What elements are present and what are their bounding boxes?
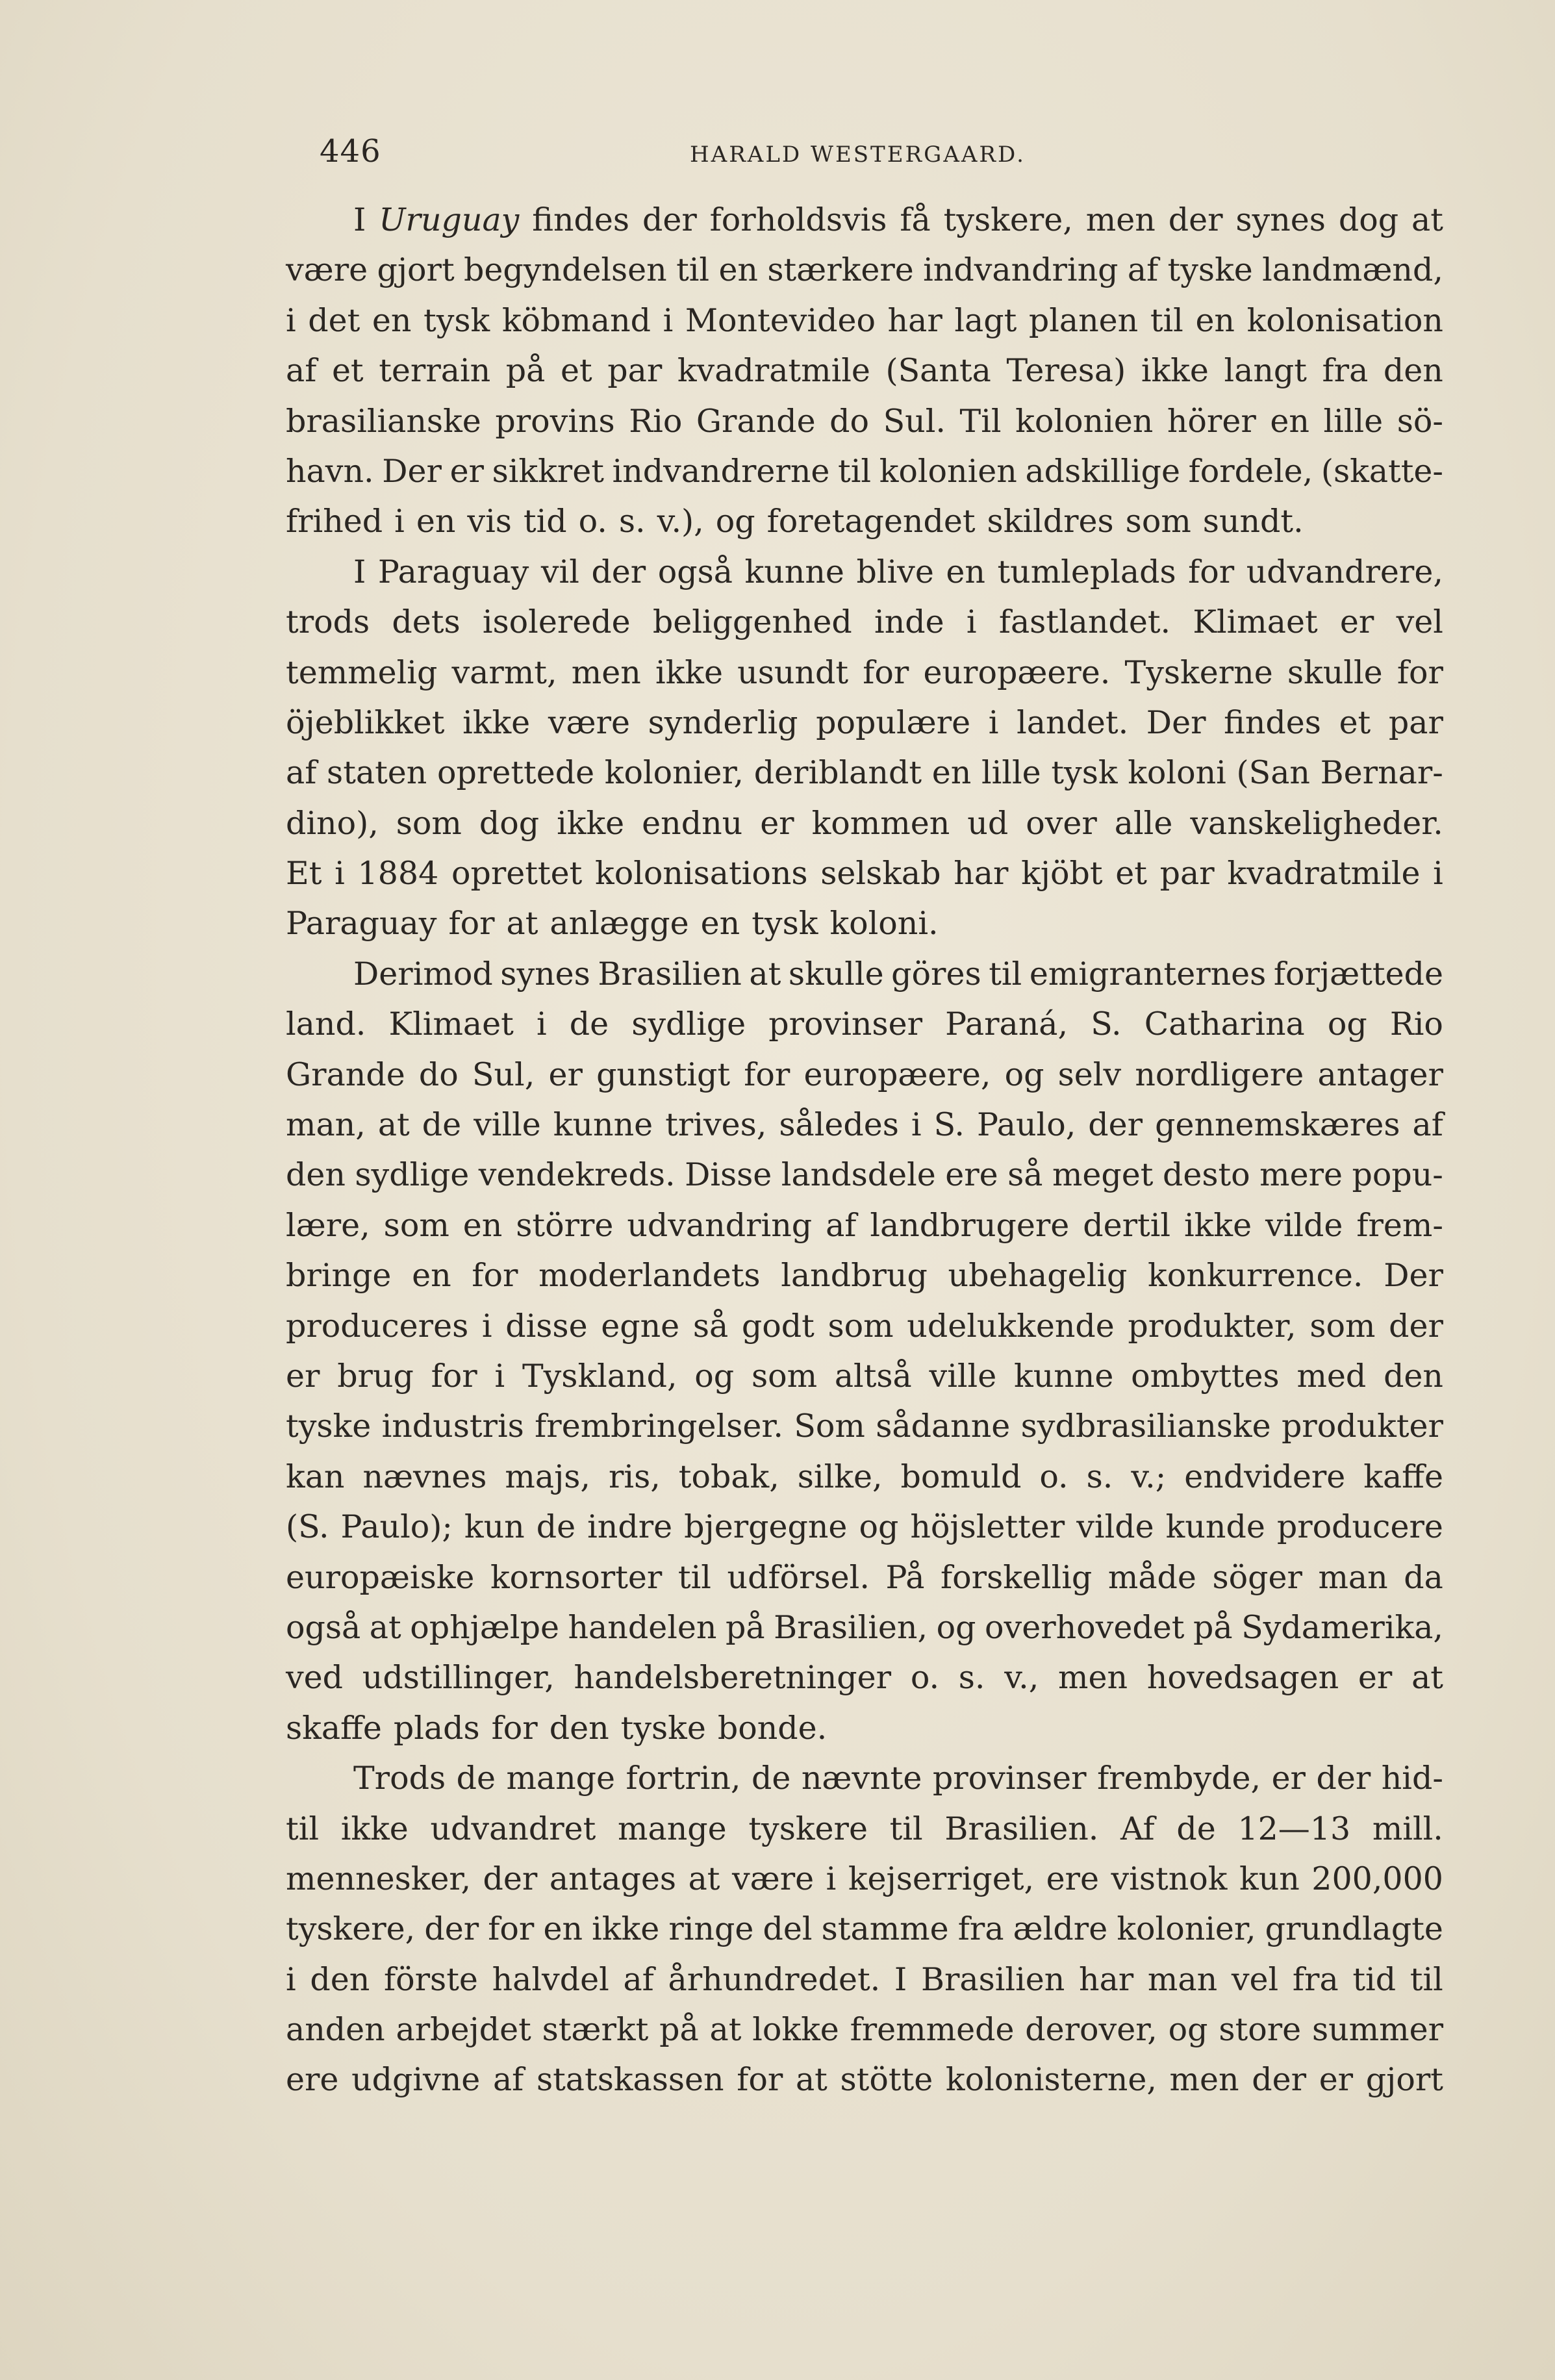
- text-line: tyskere, der for en ikke ringe del stamme fra ældre kolonier, grundlagte: [286, 1910, 1443, 1948]
- text-line: dino), som dog ikke endnu er kommen ud over alle vanskeligheder.: [286, 804, 1443, 842]
- paragraph: [286, 949, 1443, 1753]
- text-line: til ikke udvandret mange tyskere til Brasilien. Af de 12—13 mill.: [286, 1810, 1443, 1847]
- text-line: I Uruguay findes der forholdsvis få tyskere, men der synes dog at: [353, 201, 1443, 238]
- text-line: havn. Der er sikkret indvandrerne til kolonien adskillige fordele, (skatte-: [286, 452, 1443, 490]
- text-line: tyske industris frembringelser. Som sådanne sydbrasilianske produkter: [286, 1408, 1443, 1445]
- text-line: er brug for i Tyskland, og som altså ville kunne ombyttes med den: [286, 1357, 1443, 1395]
- text-line: produceres i disse egne så godt som udelukkende produkter, som der: [286, 1307, 1443, 1345]
- text-line: (S. Paulo); kun de indre bjergegne og höjsletter vilde kunde producere: [286, 1508, 1443, 1546]
- text-line: ved udstillinger, handelsberetninger o. s. v., men hovedsagen er at: [286, 1659, 1443, 1697]
- text-line: Trods de mange fortrin, de nævnte provinser frembyde, er der hid-: [353, 1760, 1443, 1797]
- text-line: Et i 1884 oprettet kolonisations selskab har kjöbt et par kvadratmile i: [286, 855, 1443, 892]
- text-line: Grande do Sul, er gunstigt for europæere, og selv nordligere antager: [286, 1056, 1443, 1093]
- text-line: trods dets isolerede beliggenhed inde i fastlandet. Klimaet er vel: [286, 603, 1443, 641]
- text-line: Derimod synes Brasilien at skulle göres til emigranternes forjættede: [353, 955, 1443, 993]
- text-line: anden arbejdet stærkt på at lokke fremmede derover, og store summer: [286, 2011, 1443, 2049]
- text-line: man, at de ville kunne trives, således i S. Paulo, der gennemskæres af: [286, 1106, 1443, 1144]
- paragraph: [286, 1753, 1443, 2105]
- text-line: i den förste halvdel af århundredet. I Brasilien har man vel fra tid til: [286, 1960, 1443, 1998]
- text-line: frihed i en vis tid o. s. v.), og foretagendet skildres som sundt.: [286, 503, 1304, 540]
- text-line: lære, som en större udvandring af landbrugere dertil ikke vilde frem-: [286, 1206, 1443, 1244]
- text-line: mennesker, der antages at være i kejserriget, ere vistnok kun 200,000: [286, 1860, 1443, 1897]
- paragraph: [286, 195, 1443, 547]
- text-line: ere udgivne af statskassen for at stötte kolonisterne, men der er gjort: [286, 2061, 1443, 2099]
- text-line: I Paraguay vil der også kunne blive en tumleplads for udvandrere,: [353, 553, 1443, 590]
- body-text: [286, 195, 1443, 2105]
- paragraph: [286, 547, 1443, 949]
- text-line: skaffe plads for den tyske bonde.: [286, 1709, 828, 1747]
- text-line: kan nævnes majs, ris, tobak, silke, bomuld o. s. v.; endvidere kaffe: [286, 1458, 1443, 1495]
- running-head: HARALD WESTERGAARD.: [690, 142, 1026, 168]
- text-line: også at ophjælpe handelen på Brasilien, og overhovedet på Sydamerika,: [286, 1608, 1443, 1646]
- page-number: 446: [320, 133, 381, 170]
- text-line: bringe en for moderlandets landbrug ubehagelig konkurrence. Der: [286, 1257, 1443, 1295]
- text-line: af staten oprettede kolonier, deriblandt en lille tysk koloni (San Bernar-: [286, 754, 1443, 792]
- text-line: Paraguay for at anlægge en tysk koloni.: [286, 905, 939, 943]
- text-line: i det en tysk köbmand i Montevideo har lagt planen til en kolonisation: [286, 301, 1443, 339]
- text-line: brasilianske provins Rio Grande do Sul. Til kolonien hörer en lille sö-: [286, 402, 1443, 440]
- text-line: den sydlige vendekreds. Disse landsdele ere så meget desto mere popu-: [286, 1156, 1443, 1194]
- text-line: öjeblikket ikke være synderlig populære i landet. Der findes et par: [286, 703, 1443, 741]
- text-line: være gjort begyndelsen til en stærkere indvandring af tyske landmænd,: [286, 251, 1443, 289]
- text-line: land. Klimaet i de sydlige provinser Paraná, S. Catharina og Rio: [286, 1006, 1443, 1043]
- text-line: temmelig varmt, men ikke usundt for europæere. Tyskerne skulle for: [286, 653, 1443, 691]
- text-line: europæiske kornsorter til udförsel. På forskellig måde söger man da: [286, 1558, 1443, 1596]
- text-line: af et terrain på et par kvadratmile (Santa Teresa) ikke langt fra den: [286, 352, 1443, 390]
